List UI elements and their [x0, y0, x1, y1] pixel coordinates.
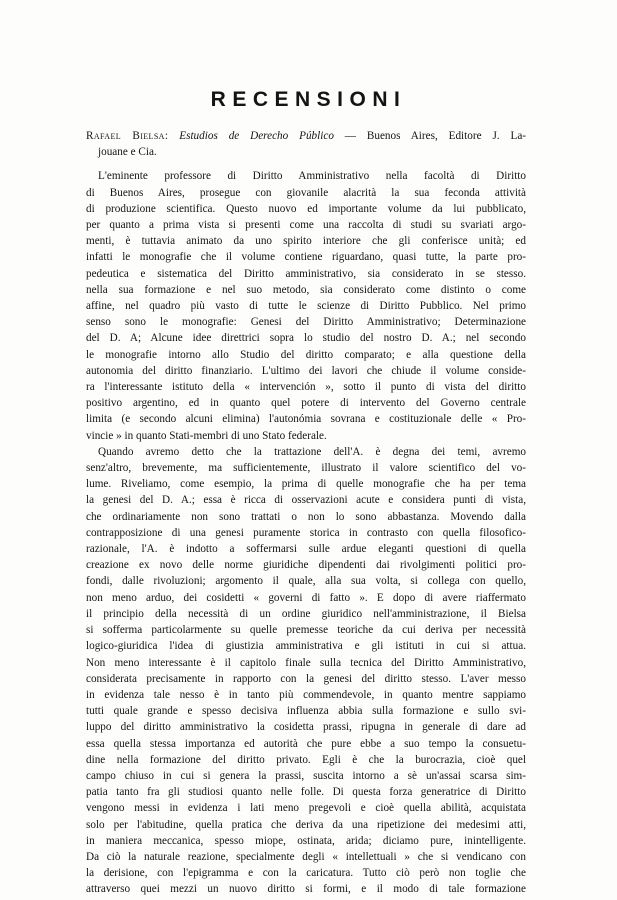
text-line: in maniera meccanica, spesso miope, ostinata, arida; diciamo pure, inintelligente.: [86, 834, 526, 847]
review-body: [86, 168, 526, 897]
text-line: di produzione scientifica. Questo nuovo ed importante volume da lui pubblicato,: [86, 202, 526, 215]
text-line: contrapposizione di una genesi puramente storica in contrasto con quella filosofico-: [86, 526, 526, 539]
text-line: considerata precisamente in rapporto con la genesi del diritto stesso. L'aver messo: [86, 672, 526, 685]
text-line: autonomia del diritto finanziario. L'ultimo dei lavori che chiude il volume conside-: [86, 364, 526, 377]
text-line: le monografie intorno allo Studio del diritto comparato; e alla questione della: [86, 348, 526, 361]
text-line: per quanto a prima vista si presenti come una raccolta di studi su svariati argo-: [86, 219, 526, 232]
text-line: la derisione, con l'epigramma e con la caricatura. Tutto ciò però non toglie che: [86, 867, 526, 880]
text-line: pedeutica e sistematica del Diritto amministrativo, sia considerato in se stesso.: [86, 267, 526, 280]
text-line: affine, nel quadro più vasto di tutte le scienze di Diritto Pubblico. Nel primo: [86, 300, 526, 313]
review-text: [86, 128, 526, 898]
text-line: dine nella formazione del diritto privato. Egli è che la burocrazia, cioè quel: [86, 753, 526, 766]
text-line: del D. A; Alcune idee direttrici sopra lo studio del nostro D. A.; nel secondo: [86, 332, 526, 345]
text-line: menti, è tuttavia animato da uno spirito interiore che gli conferisce unità; ed: [86, 235, 526, 248]
text-line: la genesi del D. A.; essa è ricca di osservazioni acute e considera punti di vista,: [86, 494, 526, 507]
text-line: fondi, dalle rivoluzioni; argomento il quale, alla sua volta, si collega con quello,: [86, 575, 526, 588]
text-line: Non meno interessante è il capitolo finale sulla tecnica del Diritto Amministrativo,: [86, 656, 526, 669]
review-publisher: — Buenos Aires, Editore J. La-: [333, 130, 527, 142]
text-line: ra l'interessante istituto della « intervención », sotto il punto di vista del diritto: [86, 381, 526, 394]
text-line: L'eminente professore di Diritto Amministrativo nella facoltà di Diritto: [98, 170, 526, 183]
text-line: non meno arduo, dei cosidetti « governi di fatto ». E dopo di avere riaffermato: [86, 591, 526, 604]
text-line: che ordinariamente non sono trattati o non lo sono abbastanza. Movendo dalla: [86, 510, 526, 523]
text-line: positivo argentino, ed in quanto quel potere di intervento del Governo centrale: [86, 397, 526, 410]
text-line: lume. Riveliamo, come esempio, la prima di quelle monografie che ha per tema: [86, 478, 526, 491]
text-line: essa quella stessa importanza ed autorità che pure ebbe a suo tempo la consuetu-: [86, 737, 526, 750]
text-line: senso sono le monografie: Genesi del Diritto Amministrativo; Determinazione: [86, 316, 526, 329]
text-line: si sofferma particolarmente su quelle premesse teoriche da cui deriva per necessità: [86, 624, 526, 637]
text-line: solo per l'abitudine, quella pratica che deriva da una ripetizione dei medesimi atti,: [86, 818, 526, 831]
text-line: limita (e secondo alcuni elimina) l'autonómia sovrana e costituzionale delle « Pro-: [86, 413, 526, 426]
text-line: nella sua formazione e nel suo metodo, sia considerato come distinto o come: [86, 283, 526, 296]
text-line: il principio della necessità di un ordine giuridico nell'amministrazione, il Bielsa: [86, 607, 526, 620]
text-line: Quando avremo detto che la trattazione dell'A. è degna dei temi, avremo: [98, 445, 526, 458]
review-publisher-cont: jouane e Cia.: [98, 146, 157, 159]
text-line: campo chiuso in cui si genera la prassi, suscita intorno a sè un'assai scarsa sim-: [86, 769, 526, 782]
text-line: in evidenza tale nesso è in tanto più commendevole, in quanto mentre sappiamo: [86, 688, 526, 701]
text-line: creazione ex novo delle norme giuridiche dipendenti dai rivolgimenti politici pro-: [86, 559, 526, 572]
text-line: di Buenos Aires, prosegue con giovanile alacrità la sua feconda attività: [86, 186, 526, 199]
review-work-title: Estudios de Derecho Público: [179, 130, 334, 142]
text-line: infatti le monografie che il volume contiene riguardano, quasi tutte, la parte pro-: [86, 251, 526, 264]
text-line: attraverso quei mezzi un nuovo diritto si formi, e il modo di tale formazione: [86, 883, 526, 896]
text-line: senz'altro, brevemente, ma sufficientemente, illustrato il valore scientifico del vo-: [86, 462, 526, 475]
text-line: Da ciò la naturale reazione, specialmente degli « intellettuali » che si vendicano con: [86, 850, 526, 863]
text-line: razionale, l'A. è indotto a soffermarsi sulle ardue eleganti questioni di quella: [86, 543, 526, 556]
text-line: vincie » in quanto Stati-membri di uno Stato federale.: [86, 429, 327, 442]
review-author: Rafael Bielsa:: [86, 130, 169, 142]
text-line: tutti quale grande e spesso decisiva influenza abbia sulla formazione e sullo svi-: [86, 705, 526, 718]
text-line: vengono messi in evidenza i lati meno pregevoli e cioè quella abilità, acquistata: [86, 802, 526, 815]
review-reference: [86, 128, 526, 160]
section-title: RECENSIONI: [210, 88, 407, 111]
text-line: luppo del diritto amministrativo la cosidetta prassi, ripugna in generale di dare ad: [86, 721, 526, 734]
text-line: logico-giuridica l'idea di giustizia amministrativa e gli istituti in cui si attua.: [86, 640, 526, 653]
text-line: patia tanto fra gli studiosi quanto nelle folle. Di questa forza generatrice di Diritto: [86, 786, 526, 799]
